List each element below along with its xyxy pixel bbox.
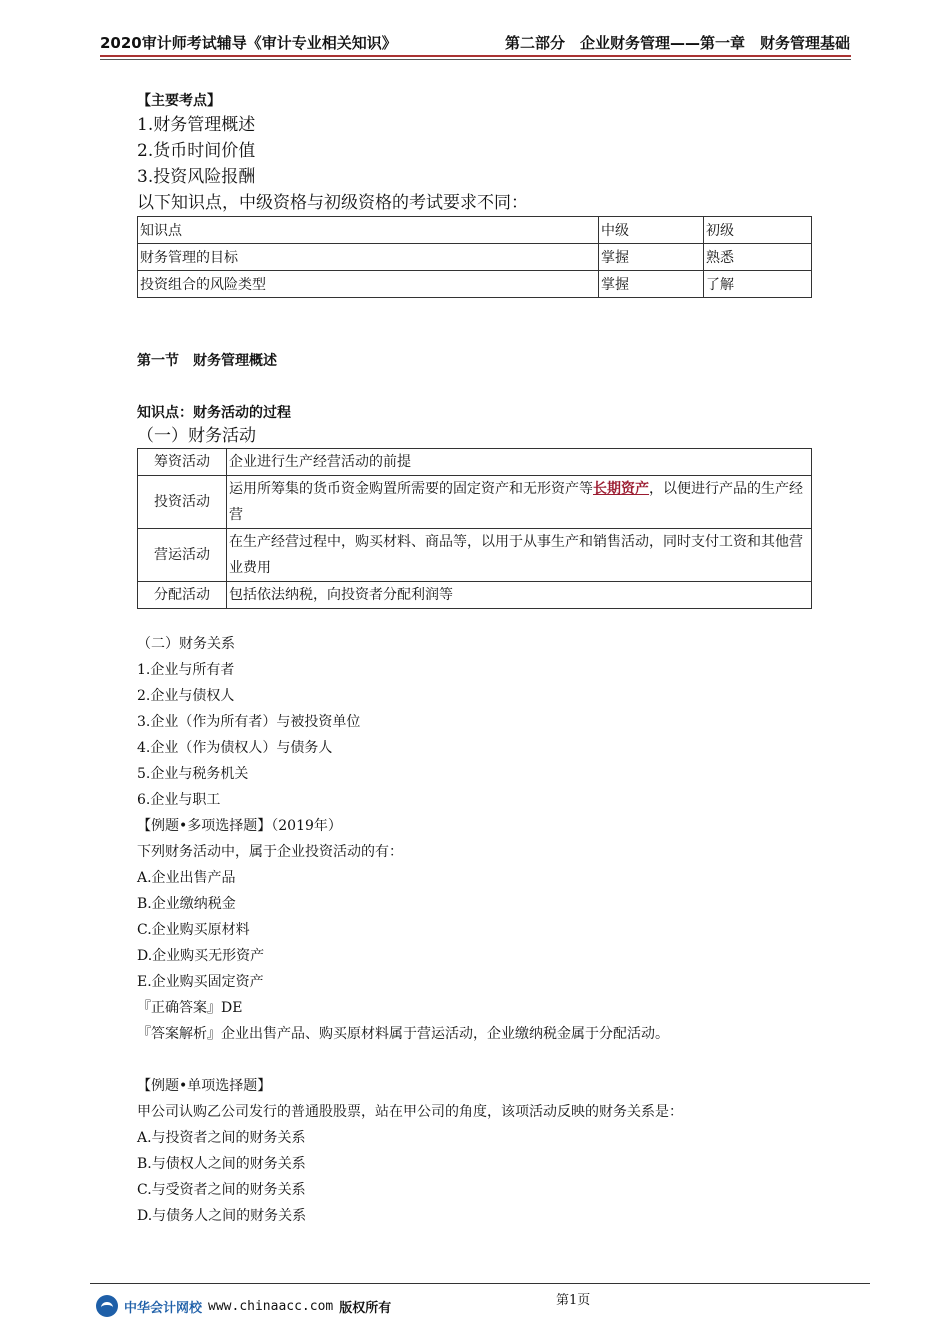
logo-text: 中华会计网校 bbox=[124, 1300, 203, 1316]
activity-label: 营运活动 bbox=[138, 529, 227, 582]
site-url: www.chinaacc.com bbox=[208, 1298, 334, 1314]
page-header bbox=[90, 30, 850, 54]
main-points-note: 以下知识点，中级资格与初级资格的考试要求不同： bbox=[137, 193, 528, 213]
table-row bbox=[138, 529, 812, 582]
example2-question: 甲公司认购乙公司发行的普通股股票，站在甲公司的角度，该项活动反映的财务关系是： bbox=[137, 1104, 683, 1120]
knowledge-table bbox=[137, 216, 812, 298]
logo-icon bbox=[96, 1295, 118, 1317]
list-item: 5.企业与税务机关 bbox=[137, 766, 249, 782]
list-item: 4.企业（作为债权人）与债务人 bbox=[137, 740, 333, 756]
table-row bbox=[138, 449, 812, 476]
example1-analysis: 『答案解析』企业出售产品、购买原材料属于营运活动，企业缴纳税金属于分配活动。 bbox=[137, 1026, 669, 1042]
main-point-1: 1.财务管理概述 bbox=[137, 115, 256, 135]
example2-option: B.与债权人之间的财务关系 bbox=[137, 1156, 306, 1172]
activity-table bbox=[137, 448, 812, 609]
table-cell: 投资组合的风险类型 bbox=[138, 271, 599, 298]
footer-rule bbox=[90, 1283, 870, 1284]
header-rule bbox=[100, 55, 851, 57]
example2-option: A.与投资者之间的财务关系 bbox=[137, 1130, 306, 1146]
table-row bbox=[138, 476, 812, 529]
example2-option: D.与债务人之间的财务关系 bbox=[137, 1208, 307, 1224]
example1-option: E.企业购买固定资产 bbox=[137, 974, 264, 990]
table-cell: 了解 bbox=[704, 271, 812, 298]
table-cell: 熟悉 bbox=[704, 244, 812, 271]
example2-option: C.与受资者之间的财务关系 bbox=[137, 1182, 306, 1198]
activity-label: 筹资活动 bbox=[138, 449, 227, 476]
main-point-2: 2.货币时间价值 bbox=[137, 141, 256, 161]
example1-option: B.企业缴纳税金 bbox=[137, 896, 236, 912]
page-number: 第1页 bbox=[556, 1293, 591, 1308]
table-header-cell: 初级 bbox=[704, 217, 812, 244]
list-item: 3.企业（作为所有者）与被投资单位 bbox=[137, 714, 361, 730]
highlight-long-term-assets: 长期资产 bbox=[593, 481, 649, 497]
table-header-cell: 中级 bbox=[599, 217, 704, 244]
subsection-financial-relations: （二）财务关系 bbox=[137, 636, 235, 652]
example1-answer: 『正确答案』DE bbox=[137, 1000, 243, 1016]
table-header-cell: 知识点 bbox=[138, 217, 599, 244]
page-content bbox=[137, 90, 817, 1229]
list-item: 2.企业与债权人 bbox=[137, 688, 235, 704]
activity-desc: 包括依法纳税，向投资者分配利润等 bbox=[227, 582, 812, 609]
activity-desc bbox=[227, 476, 812, 529]
activity-desc: 企业进行生产经营活动的前提 bbox=[227, 449, 812, 476]
subsection-financial-activities: （一）财务活动 bbox=[137, 426, 256, 446]
example1-title: 【例题•多项选择题】（2019年） bbox=[137, 818, 342, 834]
table-row bbox=[138, 244, 812, 271]
header-right: 第二部分 企业财务管理——第一章 财务管理基础 bbox=[504, 34, 850, 52]
main-points-title: 【主要考点】 bbox=[137, 93, 221, 109]
header-left: 2020审计师考试辅导《审计专业相关知识》 bbox=[100, 34, 397, 52]
table-row bbox=[138, 217, 812, 244]
table-cell: 掌握 bbox=[599, 244, 704, 271]
list-item: 1.企业与所有者 bbox=[137, 662, 235, 678]
knowledge-point-title: 知识点：财务活动的过程 bbox=[137, 405, 291, 421]
example1-option: D.企业购买无形资产 bbox=[137, 948, 265, 964]
main-point-3: 3.投资风险报酬 bbox=[137, 167, 256, 187]
example1-option: A.企业出售产品 bbox=[137, 870, 236, 886]
section-title: 第一节 财务管理概述 bbox=[137, 353, 277, 369]
page-footer bbox=[96, 1292, 391, 1320]
example2-title: 【例题•单项选择题】 bbox=[137, 1078, 272, 1094]
list-item: 6.企业与职工 bbox=[137, 792, 221, 808]
activity-label: 投资活动 bbox=[138, 476, 227, 529]
example1-question: 下列财务活动中，属于企业投资活动的有： bbox=[137, 844, 403, 860]
header-rule-thin bbox=[100, 59, 851, 60]
table-row bbox=[138, 271, 812, 298]
activity-desc-part: 运用所筹集的货币资金购置所需要的固定资产和无形资产等 bbox=[229, 481, 593, 497]
activity-desc: 在生产经营过程中，购买材料、商品等，以用于从事生产和销售活动，同时支付工资和其他营业费用 bbox=[227, 529, 812, 582]
activity-desc-part: ，以便进行产品的生产经营 bbox=[229, 481, 803, 523]
table-cell: 掌握 bbox=[599, 271, 704, 298]
table-row bbox=[138, 582, 812, 609]
example1-option: C.企业购买原材料 bbox=[137, 922, 250, 938]
table-cell: 财务管理的目标 bbox=[138, 244, 599, 271]
activity-label: 分配活动 bbox=[138, 582, 227, 609]
copyright: 版权所有 bbox=[339, 1300, 392, 1316]
